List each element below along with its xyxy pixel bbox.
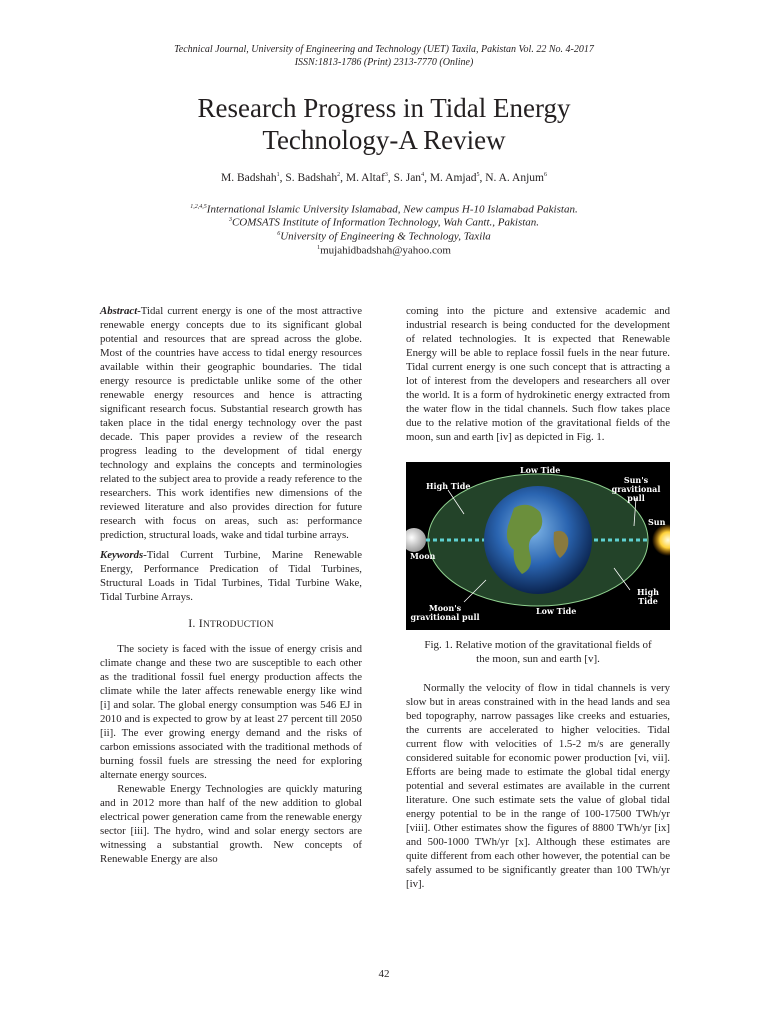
label-suns-pull: Sun's gravitional pull [611, 475, 661, 503]
author-list [100, 172, 668, 184]
intro-paragraph-2: Renewable Energy Technologies are quickly maturing and in 2012 more than half of the new addition to global electrical power generation came from the renewable energy sector [iii]. The hydro, wind and solar energy sectors are witnessing a substantial growth. New concepts of Renewable Energy are also [100, 783, 362, 865]
body-paragraph: coming into the picture and extensive academic and industrial research is being conducted for the development of related technologies. It is expected that Renewable Energy will be able to replace fossil fuels in the near future. Tidal current energy is one such concept that is attracting a lot of interest from the developers and researchers all over the world. It is a form of hydrokinetic energy extracted from the water flow in the tidal channels. Such flow takes place due to the relative motion of the gravitational fields of the moon, sun and earth [iv] as depicted in Fig. 1. [406, 305, 670, 443]
journal-header: Technical Journal, University of Engineering and Technology (UET) Taxila, Pakistan Vol. 22 No. 4-2017 [174, 44, 594, 55]
author: N. A. Anjum$^6$ [485, 172, 547, 184]
right-column-top [406, 304, 670, 444]
body-paragraph: Normally the velocity of flow in tidal channels is very slow but in areas constrained with in the head lands and sea bed topography, narrow passages like creeks and estuaries, the currents are accelerated to higher velocities. Tidal current flow with velocities of 1.5-2 m/s are generally considered suitable for economic power production [vi, vii]. Efforts are being made to estimate the global tidal energy potential and several estimates are available in the current literature. One such estimate sets the value of global tidal energy potential to be in the range of 100-17500 TWh/yr [viii]. Other estimates show the figures of 8800 TWh/yr [ix] and 500-1000 TWh/yr [x]. Although these estimates are quite different from each other however, the potential can be safely assumed to be significantly greater than 100 TWh/yr [iv]. [406, 682, 670, 890]
right-column-bottom [406, 681, 670, 891]
author: M. Amjad$^5$, [429, 172, 486, 184]
page-number: 42 [378, 968, 390, 980]
label-sun: Sun [648, 517, 666, 527]
label-high-tide-right: High Tide [636, 587, 659, 606]
issn-line: ISSN:1813-1786 (Print) 2313-7770 (Online) [294, 57, 474, 68]
author: S. Jan$^4$, [393, 172, 430, 184]
abstract: Abstract-Tidal current energy is one of the most attractive renewable energy concepts due to its significant global potential and resources that are spread across the globe. Most of the countries have access to tidal energy resources available within their geographic boundaries. The tidal energy resource is predictable unlike some of the other renewable energy resources and hence is attracting significant research focus. Substantial research growth has taken place in the tidal energy technology over the past decade. This paper provides a review of the research progress leading to the development of tidal energy technology and explains the concepts and terminologies related to the subject area to provide a ready reference to the researchers. This work identifies new dimensions of the reviewed literature and also provides direction for future research with focus on areas, such as: performance prediction, structural loads, wake and tidal turbine arrays. [100, 305, 362, 541]
keywords: Keywords-Tidal Current Turbine, Marine Renewable Energy, Performance Predication of Tidal Turbines, Structural Loads in Tidal Turbines, Tidal Turbine Wake, Tidal Turbine Arrays. [100, 549, 362, 603]
section-heading-introduction: I. INTRODUCTION [188, 616, 274, 630]
label-moon: Moon [410, 551, 436, 561]
paper-title [100, 92, 668, 156]
author: M. Altaf$^3$, [345, 172, 394, 184]
label-moons-pull: Moon's gravitional pull [410, 603, 480, 622]
affiliation: $^{1,2,4,5}$International Islamic University Islamabad, New campus H-10 Islamabad Pakistan. [190, 203, 578, 216]
figure-tidal-diagram [406, 462, 670, 630]
label-low-tide-bottom: Low Tide [536, 606, 577, 616]
title-line-1: Research Progress in Tidal Energy [197, 93, 571, 123]
intro-paragraph-1: The society is faced with the issue of energy crisis and climate change and these two are susceptible to each other as the traditional fossil fuel energy production affects the climate while the later affects renewable energy like wind [i] and solar. The global energy consumption was 546 EJ in 2010 and is expected to grow by at least 27 percent till 2050 [ii]. The ever growing energy demand and the risks of carbon emissions associated with the traditional methods of burning fossil fuels are stressing the need for exploring alternate energy sources. [100, 643, 362, 781]
label-low-tide-top: Low Tide [520, 465, 561, 475]
affiliation: $^6$University of Engineering & Technology, Taxila [277, 230, 491, 243]
sun-body [652, 524, 670, 556]
author-email[interactable]: $^1$mujahidbadshah@yahoo.com [317, 244, 451, 257]
title-line-2: Technology-A Review [262, 125, 506, 155]
label-high-tide-left: High Tide [426, 481, 471, 491]
moon-body [406, 528, 426, 552]
figure-caption: Fig. 1. Relative motion of the gravitational fields of the moon, sun and earth [v]. [424, 639, 652, 665]
earth-globe [484, 486, 592, 594]
author: M. Badshah$^1$, [221, 172, 286, 184]
left-column [100, 304, 362, 866]
affiliation: $^3$COMSATS Institute of Information Technology, Wah Cantt., Pakistan. [228, 216, 540, 229]
author: S. Badshah$^2$, [285, 172, 346, 184]
